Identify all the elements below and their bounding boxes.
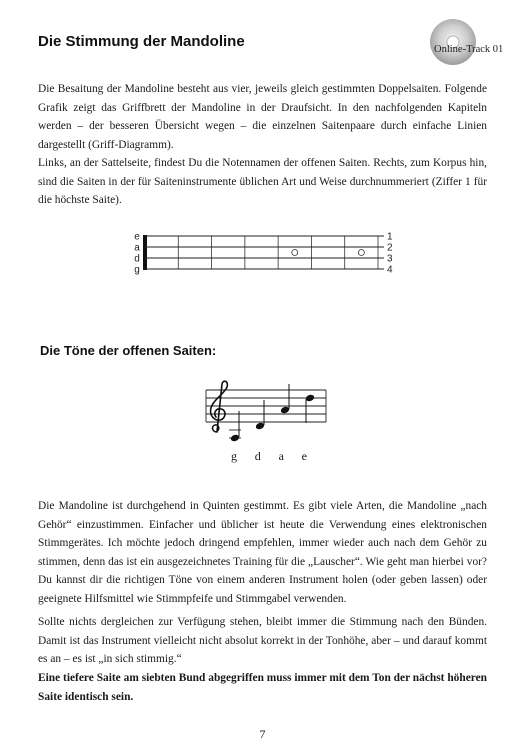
note-name-e: e	[301, 449, 307, 463]
fret-inlay-dot	[292, 250, 298, 256]
note-name-g: g	[231, 449, 237, 463]
string-name-d: d	[134, 253, 140, 265]
string-name-labels	[134, 232, 140, 276]
string-name-g: g	[134, 264, 140, 276]
intro-paragraph-2: Links, an der Sattelseite, findest Du die Notennamen der offenen Saiten. Rechts, zum Korpus hin, sind die Saiten in der für Saiteninstrumente üblichen Art und Weise durchnummeriert (Ziffer 1 für die höchste Saite).	[38, 157, 487, 206]
string-name-e: e	[134, 231, 140, 243]
string-number-labels	[387, 232, 393, 276]
rule-paragraph: Eine tiefere Saite am siebten Bund abgegriffen muss immer mit dem Ton der nächst höheren Saite identisch sein.	[38, 672, 487, 703]
cd-icon	[422, 18, 522, 68]
online-track-badge	[422, 18, 522, 68]
fret-inlays	[292, 250, 365, 256]
page-title: Die Stimmung der Mandoline	[38, 33, 245, 50]
page-number: 7	[259, 727, 266, 741]
open-strings-heading: Die Töne der offenen Saiten:	[40, 343, 217, 358]
string-number-2: 2	[387, 242, 393, 254]
note-names	[231, 449, 307, 465]
nut	[143, 235, 147, 270]
note-name-a: a	[278, 449, 284, 463]
string-number-3: 3	[387, 253, 393, 265]
notes	[229, 384, 315, 442]
body-paragraph-2: Sollte nichts dergleichen zur Verfügung stehen, bleibt immer die Stimmung nach den Bünden. Damit ist das Instrument vielleicht nicht absolut korrekt in der Tonhöhe, aber – und darauf kommt es an – es ist „in sich stimmig.“	[38, 616, 487, 665]
string-lines	[145, 236, 384, 269]
string-number-4: 4	[387, 264, 393, 276]
intro-paragraph-1: Die Besaitung der Mandoline besteht aus vier, jeweils gleich gestimmten Doppelsaiten. Folgende Grafik zeigt das Griffbrett der Mandoline in der Draufsicht. In den nachfolgenden Kapiteln werden – der besseren Übersicht wegen – die einzelnen Saitenpaare durch einfache Linien dargestellt (Griff-Diagramm).	[38, 83, 487, 151]
body-paragraph-1: Die Mandoline ist durchgehend in Quinten gestimmt. Es gibt viele Arten, die Mandoline „nach Gehör“ einzustimmen. Einfacher und üblicher ist heute die Verwendung eines elektronischen Stimmgerätes. Ich möchte jedoch dringend empfehlen, immer wieder auch nach dem Gehör zu stimmen, denn das ist ein ausgezeichnetes Training für die „Lauscher“. Wie geht man hierbei vor? Du kannst dir die richtigen Töne von einem anderen Instrument holen (oder geben lassen) oder geeignete Hilfsmittel wie Stimmpfeife und Stimmgabel verwenden.	[38, 500, 487, 605]
fret-lines	[143, 235, 378, 270]
note-g	[229, 411, 241, 442]
note-d	[255, 400, 265, 430]
note-a	[280, 384, 290, 414]
track-label: Online-Track 01	[434, 44, 504, 55]
note-name-d: d	[254, 449, 261, 463]
treble-clef-icon	[211, 381, 228, 432]
string-number-1: 1	[387, 231, 393, 243]
note-e	[305, 394, 315, 423]
fretboard-diagram	[128, 226, 403, 282]
fret-inlay-dot	[358, 250, 364, 256]
string-name-a: a	[134, 242, 140, 254]
